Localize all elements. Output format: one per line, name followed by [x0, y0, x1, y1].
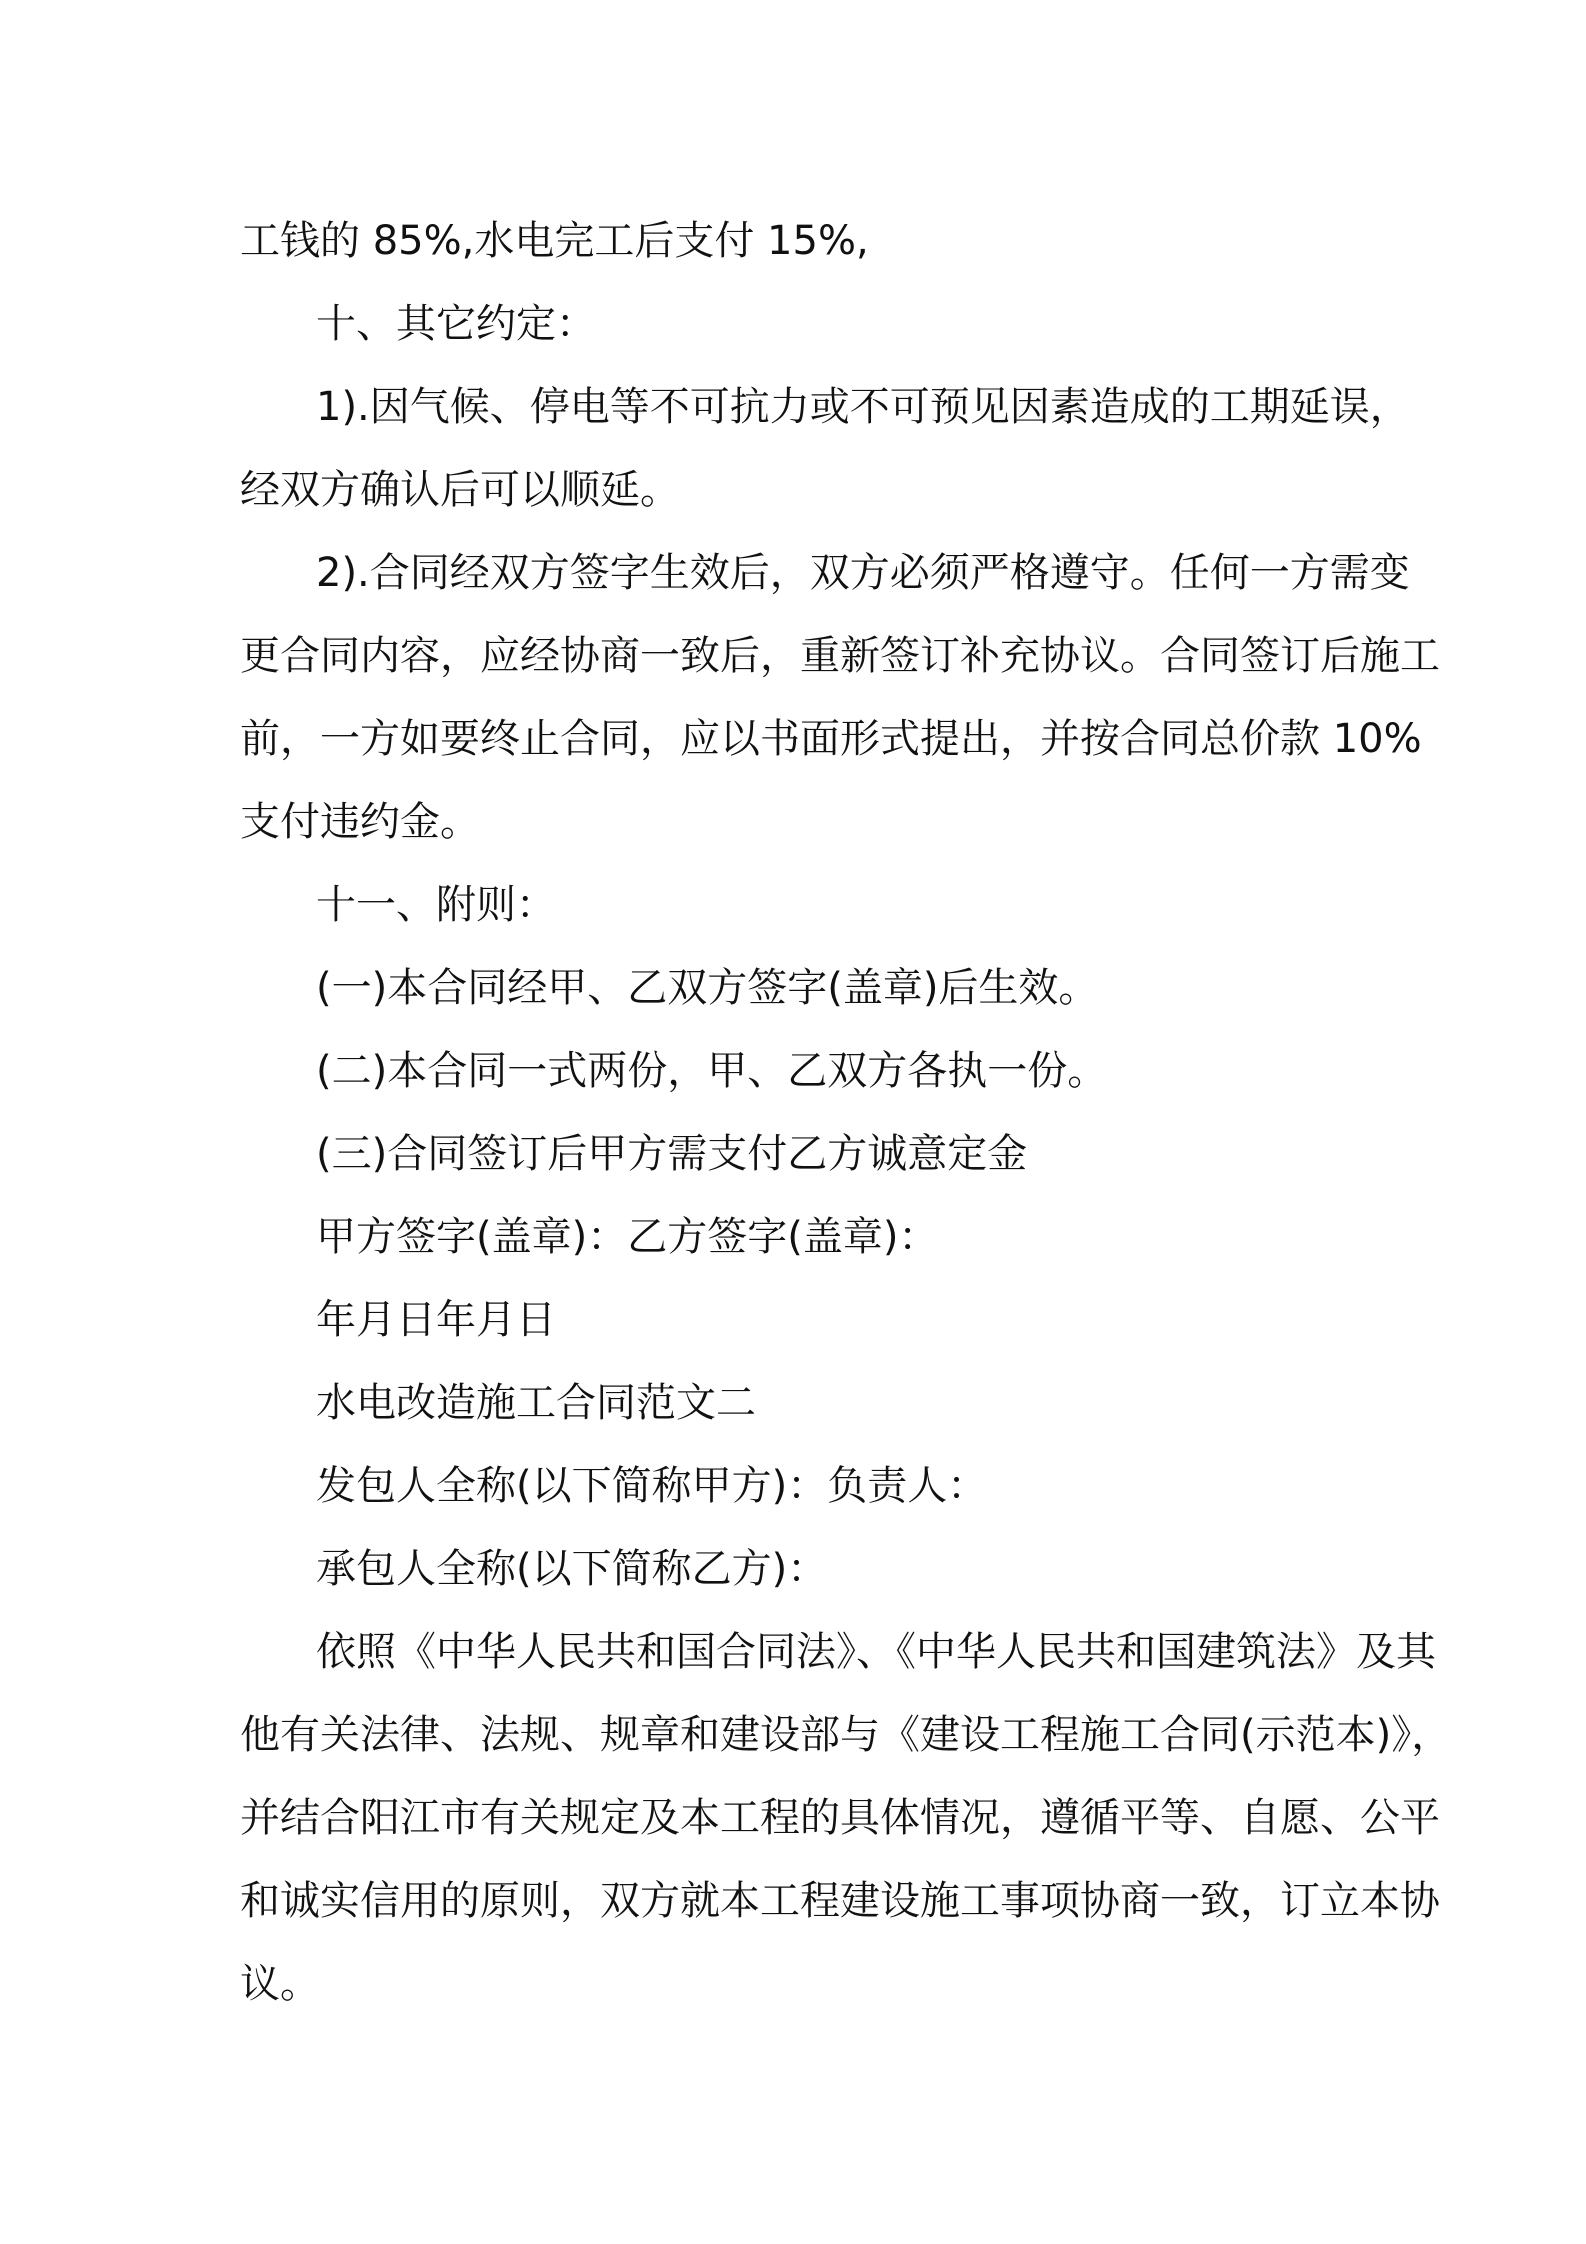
document-subtitle: 水电改造施工合同范文二: [316, 1380, 756, 1426]
party-b-line: 承包人全称(以下简称乙方)：: [316, 1546, 828, 1592]
text-line-supplementary-3: (三)合同签订后甲方需支付乙方诚意定金: [316, 1131, 1028, 1177]
text-line-clause-2-cont-1: 更合同内容，应经协商一致后，重新签订补充协议。合同签订后施工: [240, 633, 1440, 679]
date-line: 年月日年月日: [316, 1297, 556, 1343]
text-line-preamble-4: 和诚实信用的原则，双方就本工程建设施工事项协商一致，订立本协: [240, 1878, 1440, 1924]
section-heading-other-agreements: 十、其它约定：: [316, 301, 596, 347]
text-line-preamble-1: 依照《中华人民共和国合同法》、《中华人民共和国建筑法》及其: [316, 1629, 1436, 1675]
document-page: [240, 200, 1452, 2026]
text-line-clause-2-end: 支付违约金。: [240, 799, 480, 845]
text-line-preamble-2: 他有关法律、法规、规章和建设部与《建设工程施工合同(示范本)》，: [240, 1712, 1452, 1758]
text-line-supplementary-2: (二)本合同一式两份，甲、乙双方各执一份。: [316, 1048, 1108, 1094]
signature-line: 甲方签字(盖章)：乙方签字(盖章)：: [316, 1214, 939, 1260]
text-line-clause-2-cont-2: 前，一方如要终止合同，应以书面形式提出，并按合同总价款 10%: [240, 716, 1422, 762]
section-heading-supplementary: 十一、附则：: [316, 882, 556, 928]
text-line-clause-1: 1).因气候、停电等不可抗力或不可预见因素造成的工期延误，: [316, 384, 1410, 430]
text-line-preamble-3: 并结合阳江市有关规定及本工程的具体情况，遵循平等、自愿、公平: [240, 1795, 1440, 1841]
party-a-line: 发包人全称(以下简称甲方)：负责人：: [316, 1463, 988, 1509]
text-line-clause-2: 2).合同经双方签字生效后，双方必须严格遵守。任何一方需变: [316, 550, 1410, 596]
text-line-supplementary-1: (一)本合同经甲、乙双方签字(盖章)后生效。: [316, 965, 1099, 1011]
text-line-preamble-end: 议。: [240, 1961, 320, 2007]
text-line-continuation-payment: 工钱的 85%,水电完工后支付 15%,: [240, 218, 869, 264]
text-line-clause-1-end: 经双方确认后可以顺延。: [240, 467, 680, 513]
